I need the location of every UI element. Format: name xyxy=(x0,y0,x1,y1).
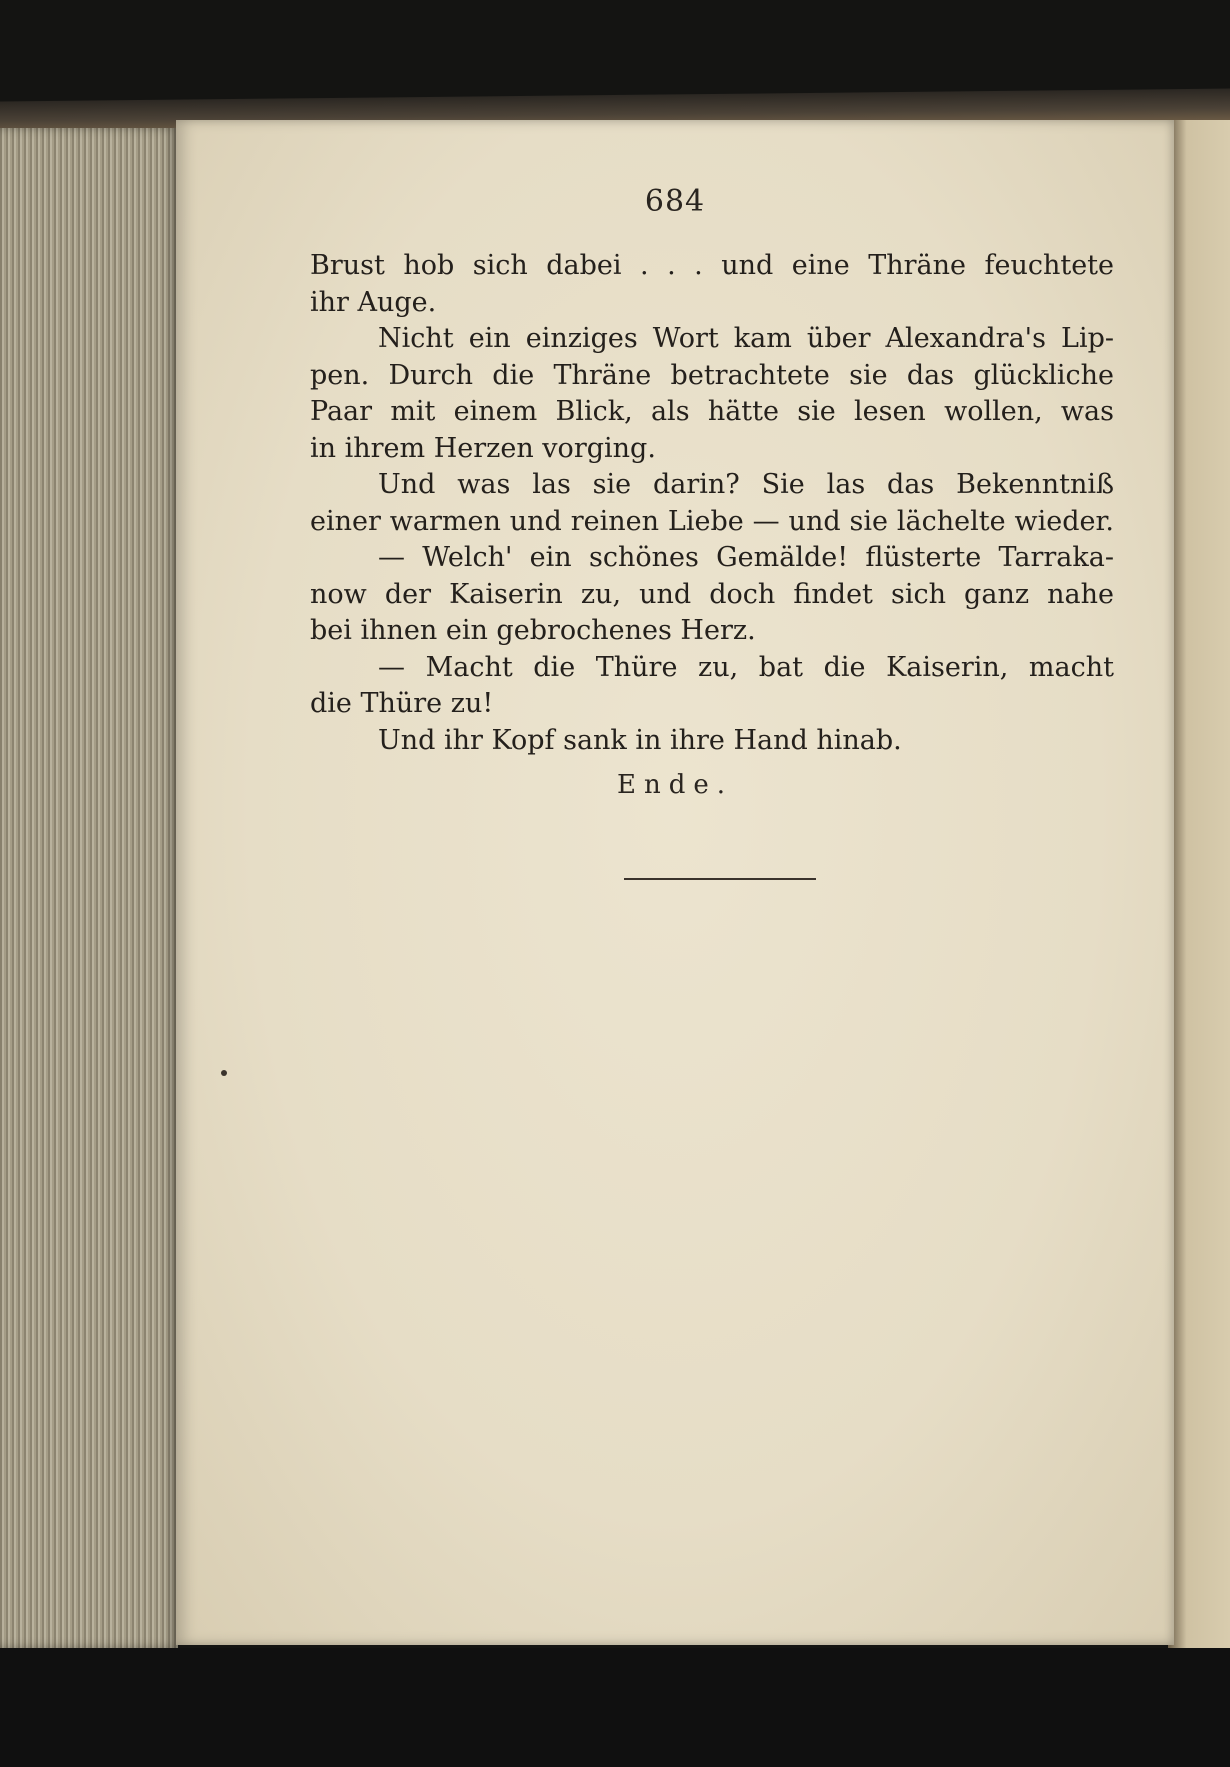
text-line: now der Kaiserin zu, und doch findet sich ganz nahe xyxy=(310,578,1114,610)
text-line: einer warmen und reinen Liebe — und sie lächelte wieder. xyxy=(310,505,1114,537)
text-line: Paar mit einem Blick, als hätte sie lesen wollen, was xyxy=(310,396,1114,427)
paper-speck xyxy=(221,1070,227,1076)
facing-page-edge xyxy=(1168,120,1230,1660)
book-page xyxy=(176,120,1174,1645)
text-line: bei ihnen ein gebrochenes Herz. xyxy=(310,615,756,646)
text-line: — Welch' ein schönes Gemälde! flüsterte Tarraka- xyxy=(378,542,1114,573)
text-line: Nicht ein einziges Wort kam über Alexandra's Lip- xyxy=(378,323,1114,354)
scan-background xyxy=(0,1648,1230,1767)
text-line: Und was las sie darin? Sie las das Bekenntniß xyxy=(378,469,1114,500)
text-line: Brust hob sich dabei . . . und eine Thräne feuchtete xyxy=(310,250,1114,281)
text-line: Und ihr Kopf sank in ihre Hand hinab. xyxy=(378,724,902,756)
text-line: — Macht die Thüre zu, bat die Kaiserin, macht xyxy=(378,651,1114,683)
end-marker: Ende. xyxy=(616,770,734,800)
page-block-edge xyxy=(0,128,178,1648)
page-number: 684 xyxy=(644,184,706,219)
text-line: pen. Durch die Thräne betrachtete sie das glückliche xyxy=(310,359,1114,391)
text-line: die Thüre zu! xyxy=(310,688,494,719)
text-line: ihr Auge. xyxy=(310,286,437,318)
text-line: in ihrem Herzen vorging. xyxy=(310,432,656,464)
body-text xyxy=(310,248,1114,759)
end-rule xyxy=(624,878,816,880)
